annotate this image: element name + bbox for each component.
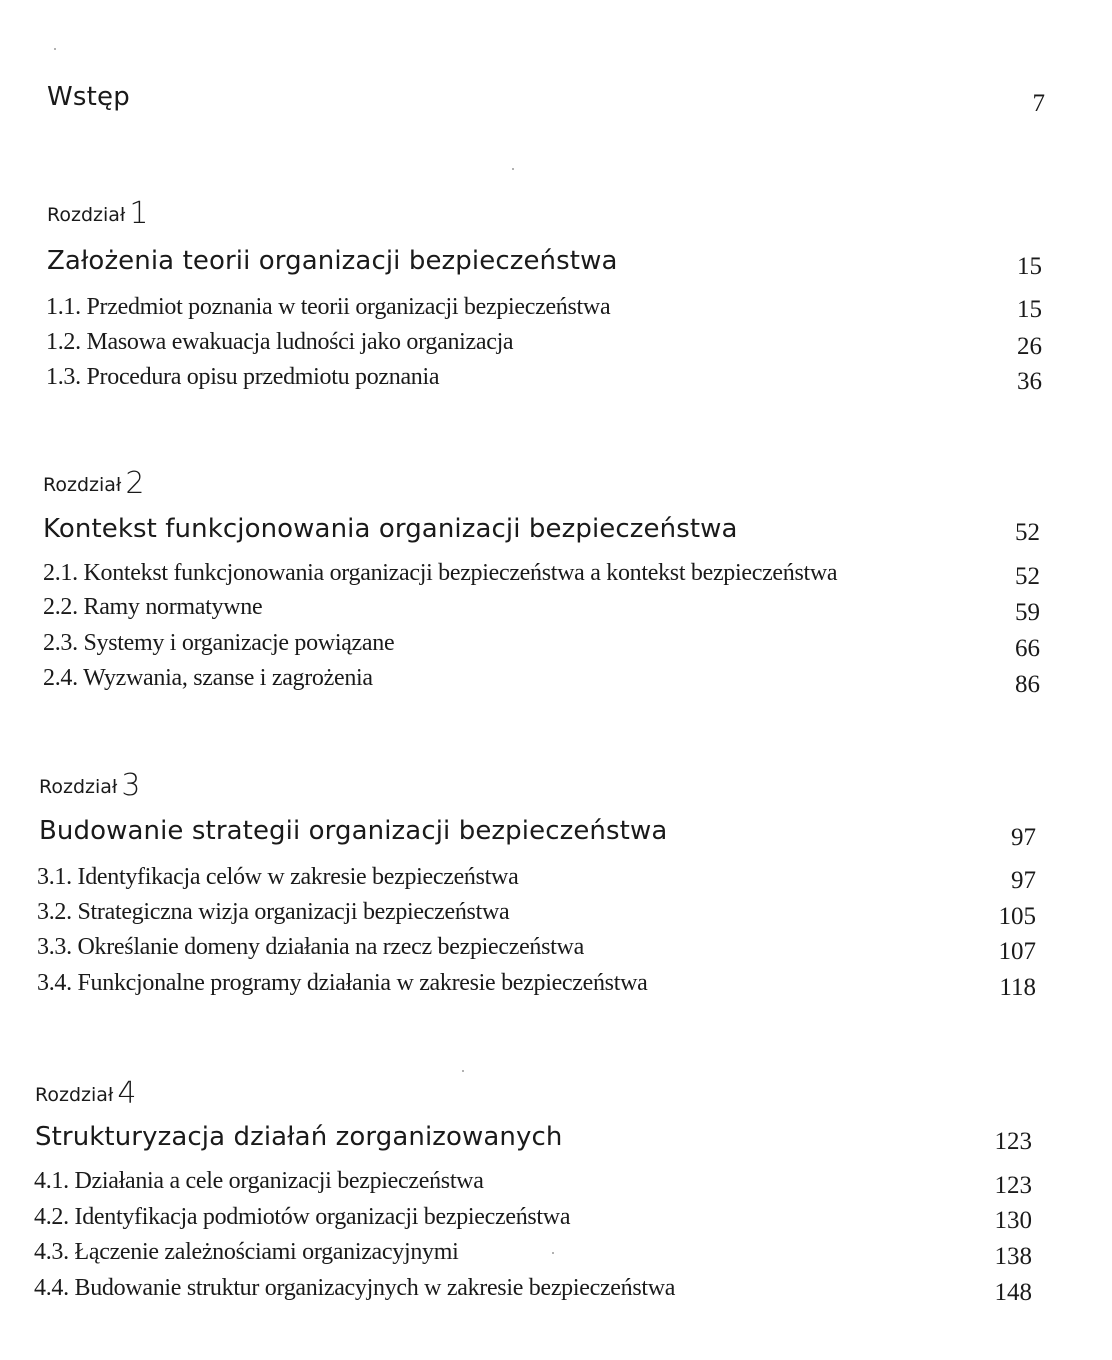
section-page-number: 52	[1015, 563, 1040, 590]
chapter-title: Budowanie strategii organizacji bezpieczeństwa	[39, 816, 668, 846]
section-page-number: 86	[1015, 671, 1040, 698]
chapter-label-text: Rozdział	[43, 474, 122, 496]
chapter-label	[39, 768, 140, 803]
section-entry: 4.1. Działania a cele organizacji bezpieczeństwa	[34, 1168, 484, 1194]
section-entry: 4.2. Identyfikacja podmiotów organizacji bezpieczeństwa	[34, 1204, 571, 1230]
section-entry: 2.3. Systemy i organizacje powiązane	[43, 630, 395, 656]
chapter-label	[35, 1076, 136, 1111]
chapter-label-text: Rozdział	[39, 776, 118, 798]
section-page-number: 15	[1017, 296, 1042, 323]
section-page-number: 148	[994, 1279, 1032, 1306]
chapter-page-number: 97	[1011, 824, 1036, 851]
chapter-title: Kontekst funkcjonowania organizacji bezpieczeństwa	[43, 514, 738, 544]
section-page-number: 105	[998, 903, 1036, 930]
section-entry: 1.2. Masowa ewakuacja ludności jako organizacja	[46, 329, 514, 355]
intro-title: Wstęp	[47, 82, 130, 112]
section-page-number: 130	[994, 1207, 1032, 1234]
chapter-page-number: 15	[1017, 253, 1042, 280]
section-page-number: 123	[994, 1172, 1032, 1199]
section-page-number: 107	[998, 938, 1036, 965]
chapter-number: 3	[121, 768, 141, 803]
intro-page-number: 7	[1032, 90, 1045, 117]
section-page-number: 66	[1015, 635, 1040, 662]
scan-speck	[462, 1070, 464, 1072]
section-entry: 1.3. Procedura opisu przedmiotu poznania	[46, 364, 440, 390]
scan-speck	[54, 48, 56, 50]
section-entry: 2.2. Ramy normatywne	[43, 594, 263, 620]
section-page-number: 59	[1015, 599, 1040, 626]
section-entry: 3.2. Strategiczna wizja organizacji bezpieczeństwa	[37, 899, 510, 925]
section-page-number: 36	[1017, 368, 1042, 395]
section-entry: 3.4. Funkcjonalne programy działania w zakresie bezpieczeństwa	[37, 970, 648, 996]
section-entry: 1.1. Przedmiot poznania w teorii organizacji bezpieczeństwa	[46, 294, 611, 320]
section-page-number: 138	[994, 1243, 1032, 1270]
chapter-number: 4	[117, 1076, 137, 1111]
chapter-title: Założenia teorii organizacji bezpieczeństwa	[47, 246, 618, 276]
chapter-label	[47, 196, 148, 231]
chapter-label-text: Rozdział	[47, 204, 126, 226]
chapter-label	[43, 466, 144, 501]
section-entry: 2.1. Kontekst funkcjonowania organizacji bezpieczeństwa a kontekst bezpieczeństwa	[43, 560, 838, 586]
chapter-number: 1	[129, 196, 149, 231]
scan-speck	[552, 1252, 554, 1254]
chapter-title: Strukturyzacja działań zorganizowanych	[35, 1122, 563, 1152]
chapter-page-number: 123	[994, 1128, 1032, 1155]
section-entry: 3.3. Określanie domeny działania na rzecz bezpieczeństwa	[37, 934, 584, 960]
section-page-number: 26	[1017, 333, 1042, 360]
section-page-number: 118	[999, 974, 1036, 1001]
chapter-number: 2	[125, 466, 145, 501]
section-entry: 4.4. Budowanie struktur organizacyjnych w zakresie bezpieczeństwa	[34, 1275, 676, 1301]
section-entry: 2.4. Wyzwania, szanse i zagrożenia	[43, 665, 373, 691]
chapter-page-number: 52	[1015, 519, 1040, 546]
section-entry: 3.1. Identyfikacja celów w zakresie bezpieczeństwa	[37, 864, 519, 890]
section-entry: 4.3. Łączenie zależnościami organizacyjnymi	[34, 1239, 459, 1265]
scan-speck	[512, 168, 514, 170]
chapter-label-text: Rozdział	[35, 1084, 114, 1106]
section-page-number: 97	[1011, 867, 1036, 894]
